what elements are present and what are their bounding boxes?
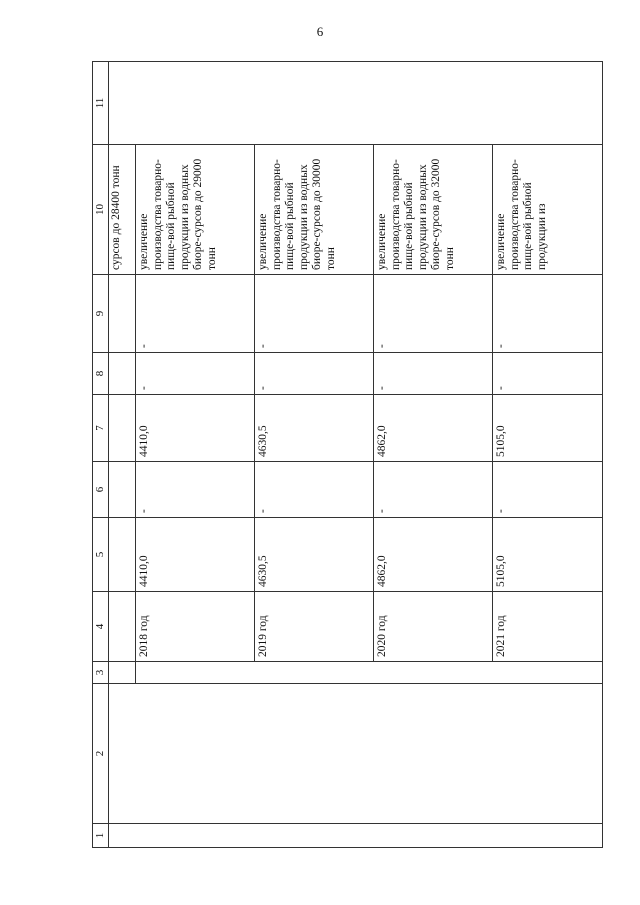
cell-col8-value: - bbox=[136, 353, 255, 395]
cell-col9 bbox=[109, 275, 136, 353]
column-number: 11 bbox=[93, 62, 109, 145]
cell-col7-value: 4410,0 bbox=[136, 395, 255, 462]
cell-col2 bbox=[109, 684, 603, 824]
cell-col8-value: - bbox=[255, 353, 374, 395]
cell-col4 bbox=[109, 592, 136, 662]
rotated-table-container bbox=[92, 62, 586, 848]
cell-col6-value: - bbox=[255, 462, 374, 518]
cell-col6 bbox=[109, 462, 136, 518]
cell-col8-value: - bbox=[493, 353, 603, 395]
cell-col5-value: 4630,5 bbox=[255, 518, 374, 592]
column-number: 5 bbox=[93, 518, 109, 592]
cell-col5-value: 5105,0 bbox=[493, 518, 603, 592]
page-number: 6 bbox=[316, 24, 324, 39]
cell-col7-value: 4630,5 bbox=[255, 395, 374, 462]
cell-year: 2019 год bbox=[255, 592, 374, 662]
column-number: 9 bbox=[93, 275, 109, 353]
cell-col6-value: - bbox=[136, 462, 255, 518]
column-number: 1 bbox=[93, 824, 109, 848]
cell-col3 bbox=[136, 662, 603, 684]
program-table bbox=[92, 61, 603, 848]
cell-col10-result: увеличение производства товарно-пище-вой рыбной продукции из водных биоре-сурсов до 30000 тонн bbox=[255, 145, 374, 275]
cell-col8 bbox=[109, 353, 136, 395]
column-number: 10 bbox=[93, 145, 109, 275]
cell-col10-result: увеличение производства товарно-пище-вой рыбной продукции из водных биоре-сурсов до 32000 тонн bbox=[374, 145, 493, 275]
cell-col1 bbox=[109, 824, 603, 848]
column-number: 4 bbox=[93, 592, 109, 662]
cell-col9-value: - bbox=[255, 275, 374, 353]
cell-col8-value: - bbox=[374, 353, 493, 395]
column-number: 6 bbox=[93, 462, 109, 518]
cell-year: 2018 год bbox=[136, 592, 255, 662]
cell-col6-value: - bbox=[493, 462, 603, 518]
cell-col7-value: 5105,0 bbox=[493, 395, 603, 462]
cell-col10-result: увеличение производства товарно-пище-вой рыбной продукции из bbox=[493, 145, 603, 275]
cell-col5-value: 4862,0 bbox=[374, 518, 493, 592]
cell-col6-value: - bbox=[374, 462, 493, 518]
cell-col9-value: - bbox=[493, 275, 603, 353]
cell-col3 bbox=[109, 662, 136, 684]
cell-col10-continuation: сурсов до 28400 тонн bbox=[109, 145, 136, 275]
cell-year: 2021 год bbox=[493, 592, 603, 662]
cell-col5-value: 4410,0 bbox=[136, 518, 255, 592]
column-number: 7 bbox=[93, 395, 109, 462]
cell-col9-value: - bbox=[136, 275, 255, 353]
cell-col5 bbox=[109, 518, 136, 592]
column-number: 8 bbox=[93, 353, 109, 395]
cell-col7-value: 4862,0 bbox=[374, 395, 493, 462]
column-number: 2 bbox=[93, 684, 109, 824]
cell-col9-value: - bbox=[374, 275, 493, 353]
table-row bbox=[109, 62, 136, 848]
cell-col7 bbox=[109, 395, 136, 462]
cell-year: 2020 год bbox=[374, 592, 493, 662]
cell-col10-result: увеличение производства товарно-пище-вой рыбной продукции из водных биоре-сурсов до 29000 тонн bbox=[136, 145, 255, 275]
column-number-row bbox=[93, 62, 109, 848]
column-number: 3 bbox=[93, 662, 109, 684]
cell-col11 bbox=[109, 62, 603, 145]
